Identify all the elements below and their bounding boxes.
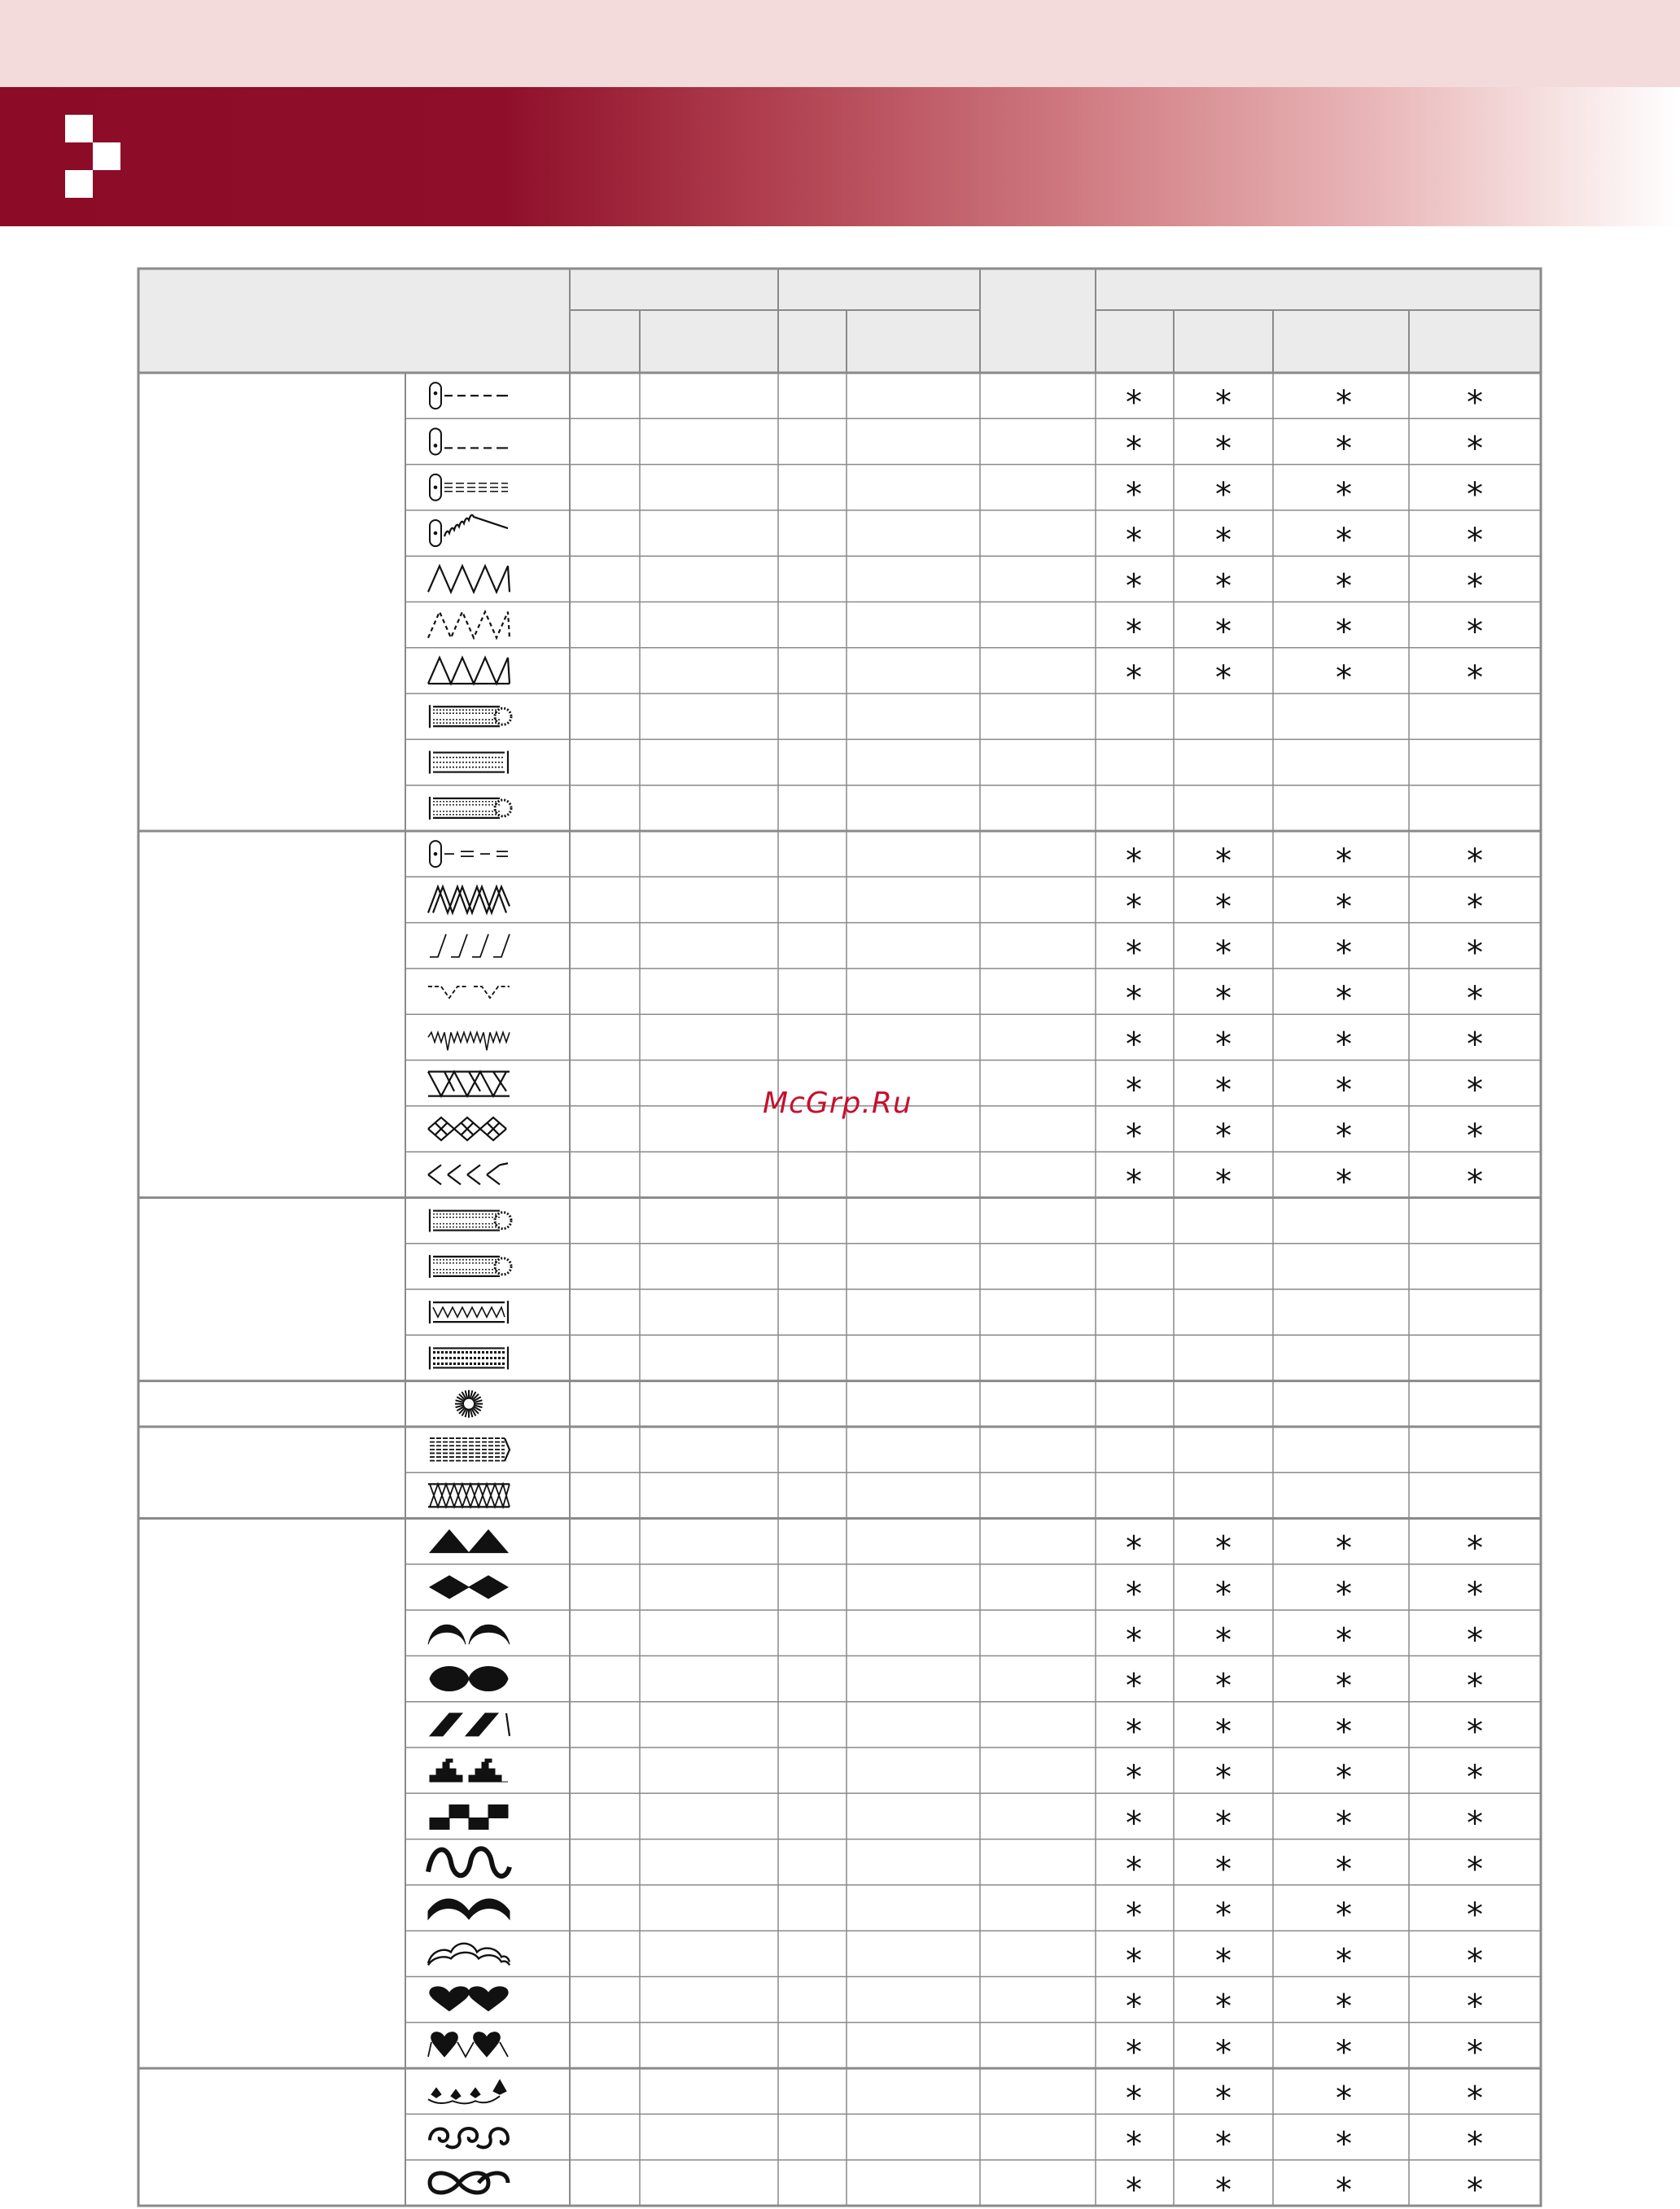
star-mark: * (1336, 1575, 1352, 1613)
table-row (405, 648, 1541, 697)
star-mark: * (1336, 613, 1352, 651)
star-mark: * (1467, 888, 1483, 926)
table-row (405, 739, 1541, 773)
star-mark: * (1126, 1850, 1142, 1888)
star-mark: * (1215, 1896, 1232, 1935)
star-mark: * (1215, 384, 1232, 422)
parallelograms-icon (430, 1713, 510, 1736)
star-mark: * (1336, 522, 1352, 560)
table-row (405, 1152, 1541, 1201)
star-mark: * (1467, 1942, 1483, 1980)
infinity-loops-icon (430, 2173, 508, 2193)
star-mark: * (1215, 1575, 1232, 1613)
table-row (405, 1106, 1541, 1155)
star-mark: * (1336, 1529, 1352, 1568)
star-mark: * (1336, 2033, 1352, 2071)
star-mark: * (1126, 1804, 1142, 1843)
table-row (405, 1014, 1541, 1063)
star-mark: * (1126, 1896, 1142, 1935)
heart-zigzag-icon (428, 2032, 508, 2057)
ovals-icon (430, 1667, 508, 1691)
star-mark: * (1126, 1163, 1142, 1201)
star-mark: * (1126, 1071, 1142, 1109)
star-mark: * (1215, 1804, 1232, 1843)
star-mark: * (1336, 1667, 1352, 1705)
buttonhole-rounded-icon (430, 1255, 511, 1278)
table-row (405, 1793, 1541, 1842)
star-mark: * (1467, 2171, 1483, 2209)
star-mark: * (1215, 934, 1232, 972)
star-mark: * (1126, 1621, 1142, 1660)
star-mark: * (1336, 980, 1352, 1018)
table-row (405, 1931, 1541, 1979)
table-row (430, 383, 1483, 422)
table-row (430, 1209, 511, 1232)
triangles-icon (430, 1530, 508, 1553)
cross-stitch-icon (428, 1118, 506, 1140)
star-mark: * (1215, 1529, 1232, 1568)
star-mark: * (1467, 1529, 1483, 1568)
table-row (405, 1061, 1541, 1109)
star-mark: * (1467, 1759, 1483, 1797)
buttonhole-heirloom-icon (430, 1346, 508, 1369)
star-mark: * (1126, 2125, 1142, 2163)
buttonhole-zigzag-icon (430, 1301, 508, 1323)
star-mark: * (1467, 1621, 1483, 1660)
star-mark: * (1336, 1117, 1352, 1155)
star-mark: * (1126, 980, 1142, 1018)
table-row (405, 877, 1541, 925)
star-mark: * (1126, 1575, 1142, 1613)
star-mark: * (1467, 475, 1483, 514)
table-row (405, 969, 1541, 1017)
table-row (405, 1748, 1541, 1796)
table-header (138, 269, 1541, 373)
table-row (405, 2023, 1541, 2071)
star-mark: * (1215, 430, 1232, 468)
watermark: McGrp.Ru (763, 1087, 912, 1120)
table-row (405, 1702, 1541, 1751)
triple-zigzag-icon (428, 886, 510, 912)
table-row (405, 1289, 1541, 1323)
table-row (405, 923, 1541, 972)
star-mark: * (1336, 1163, 1352, 1201)
star-mark: * (1126, 888, 1142, 926)
star-mark: * (1336, 1896, 1352, 1935)
table-row (405, 510, 1541, 559)
basting-stitch-icon (430, 841, 508, 867)
star-mark: * (1215, 1713, 1232, 1751)
star-mark: * (1336, 384, 1352, 422)
table-row (405, 1564, 1541, 1613)
star-mark: * (1215, 567, 1232, 606)
wave-icon (428, 1848, 510, 1876)
star-mark: * (1336, 2125, 1352, 2163)
star-mark: * (1215, 1117, 1232, 1155)
star-mark: * (1126, 430, 1142, 468)
buttonhole-square-icon (430, 751, 508, 774)
scallop-wave-icon (428, 1899, 510, 1919)
star-mark: * (1215, 1621, 1232, 1660)
star-mark: * (1336, 1713, 1352, 1751)
star-mark: * (1467, 1026, 1483, 1064)
star-mark: * (1467, 384, 1483, 422)
star-mark: * (1336, 1026, 1352, 1064)
star-mark: * (1215, 1667, 1232, 1705)
star-mark: * (1215, 1026, 1232, 1064)
feather-stitch-icon (428, 1163, 508, 1184)
star-mark: * (1126, 384, 1142, 422)
star-mark: * (1467, 1071, 1483, 1109)
star-mark: * (1215, 2171, 1232, 2209)
table-row (405, 1885, 1541, 1934)
star-mark: * (1215, 2125, 1232, 2163)
star-mark: * (1215, 475, 1232, 514)
star-mark: * (1467, 613, 1483, 651)
star-mark: * (1336, 934, 1352, 972)
star-mark: * (1336, 1850, 1352, 1888)
star-mark: * (1336, 842, 1352, 881)
star-mark: * (1126, 522, 1142, 560)
star-mark: * (1336, 2080, 1352, 2118)
table-row (405, 2160, 1541, 2209)
eyelet-icon (455, 1390, 483, 1418)
star-mark: * (1126, 658, 1142, 697)
star-mark: * (1336, 1759, 1352, 1797)
star-mark: * (1126, 1713, 1142, 1751)
star-mark: * (1467, 1896, 1483, 1935)
star-mark: * (1215, 888, 1232, 926)
star-mark: * (1126, 842, 1142, 881)
hearts-icon (430, 1987, 509, 2011)
stretch-straight-stitch-icon (430, 515, 508, 546)
star-mark: * (1467, 1163, 1483, 1201)
buttonhole-round-icon (430, 705, 511, 728)
star-mark: * (1336, 1988, 1352, 2026)
table-row (405, 1839, 1541, 1888)
slant-stitch-icon (430, 934, 510, 957)
table-row (405, 465, 1541, 514)
darning-icon (430, 1438, 510, 1461)
star-mark: * (1215, 613, 1232, 651)
table-row (428, 2080, 1483, 2117)
table-row (405, 1977, 1541, 2026)
table-row (405, 1472, 1541, 1507)
table-row (405, 1656, 1541, 1704)
table-row (430, 1530, 1483, 1568)
star-mark: * (1467, 1575, 1483, 1613)
star-mark: * (1215, 1071, 1232, 1109)
honeycomb-darning-icon (428, 1484, 510, 1507)
star-mark: * (1467, 658, 1483, 697)
star-mark: * (1126, 1026, 1142, 1064)
blind-hem-icon (428, 986, 510, 998)
star-mark: * (1467, 1117, 1483, 1155)
table-row (405, 418, 1541, 467)
clouds-icon (428, 1944, 510, 1966)
star-mark: * (1467, 842, 1483, 881)
diamonds-icon (430, 1576, 508, 1599)
star-mark: * (1467, 430, 1483, 468)
star-mark: * (1336, 430, 1352, 468)
table-row (405, 693, 1541, 728)
star-mark: * (1336, 475, 1352, 514)
star-mark: * (1126, 475, 1142, 514)
straight-stitch-left-icon (430, 383, 508, 409)
star-mark: * (1336, 1071, 1352, 1109)
star-mark: * (1215, 980, 1232, 1018)
star-mark: * (1215, 1988, 1232, 2026)
three-step-zigzag-icon (428, 612, 510, 638)
star-mark: * (1336, 888, 1352, 926)
star-mark: * (1126, 613, 1142, 651)
overlock-triangle-icon (428, 1072, 510, 1096)
star-mark: * (1467, 2080, 1483, 2118)
checker-blocks-icon (430, 1804, 508, 1829)
star-mark: * (1126, 2171, 1142, 2209)
star-mark: * (1467, 1850, 1483, 1888)
zigzag-icon (428, 566, 510, 592)
steps-icon (430, 1759, 508, 1782)
star-mark: * (1215, 1942, 1232, 1980)
star-mark: * (1126, 934, 1142, 972)
star-mark: * (1215, 2033, 1232, 2071)
star-mark: * (1215, 842, 1232, 881)
star-mark: * (1467, 1667, 1483, 1705)
table-row (430, 1438, 510, 1461)
table-row (405, 1244, 1541, 1278)
table-row (405, 1610, 1541, 1659)
star-mark: * (1126, 1667, 1142, 1705)
star-mark: * (1126, 1988, 1142, 2026)
buttonhole-bartack-icon (430, 1209, 511, 1232)
star-mark: * (1336, 1942, 1352, 1980)
buttonhole-keyhole-icon (430, 797, 511, 820)
table-row (405, 785, 1541, 820)
star-mark: * (1126, 567, 1142, 606)
table-row (405, 2114, 1541, 2163)
star-mark: * (1467, 2125, 1483, 2163)
flowers-icon (428, 2080, 506, 2103)
elastic-blind-hem-icon (428, 1032, 510, 1050)
star-mark: * (1215, 1850, 1232, 1888)
table-row (405, 1335, 1541, 1369)
star-mark: * (1126, 1942, 1142, 1980)
table-row (405, 602, 1541, 651)
star-mark: * (1126, 2033, 1142, 2071)
table-row (455, 1390, 483, 1418)
star-mark: * (1467, 1804, 1483, 1843)
star-mark: * (1215, 658, 1232, 697)
triple-straight-stitch-icon (430, 475, 508, 501)
star-mark: * (1336, 1621, 1352, 1660)
star-mark: * (1467, 1713, 1483, 1751)
star-mark: * (1336, 1804, 1352, 1843)
table-row (405, 556, 1541, 605)
table-row (430, 841, 1483, 880)
scrolls-icon (430, 2128, 508, 2147)
star-mark: * (1215, 1163, 1232, 1201)
star-mark: * (1467, 2033, 1483, 2071)
star-mark: * (1467, 1988, 1483, 2026)
star-mark: * (1126, 2080, 1142, 2118)
arches-icon (428, 1625, 510, 1644)
star-mark: * (1126, 1117, 1142, 1155)
star-mark: * (1467, 980, 1483, 1018)
star-mark: * (1215, 522, 1232, 560)
star-mark: * (1467, 567, 1483, 606)
star-mark: * (1126, 1759, 1142, 1797)
star-mark: * (1467, 934, 1483, 972)
star-mark: * (1126, 1529, 1142, 1568)
star-mark: * (1336, 567, 1352, 606)
star-mark: * (1336, 2171, 1352, 2209)
overcast-zigzag-icon (428, 658, 510, 684)
star-mark: * (1467, 522, 1483, 560)
star-mark: * (1215, 2080, 1232, 2118)
straight-stitch-center-icon (430, 428, 508, 454)
star-mark: * (1215, 1759, 1232, 1797)
star-mark: * (1336, 658, 1352, 697)
